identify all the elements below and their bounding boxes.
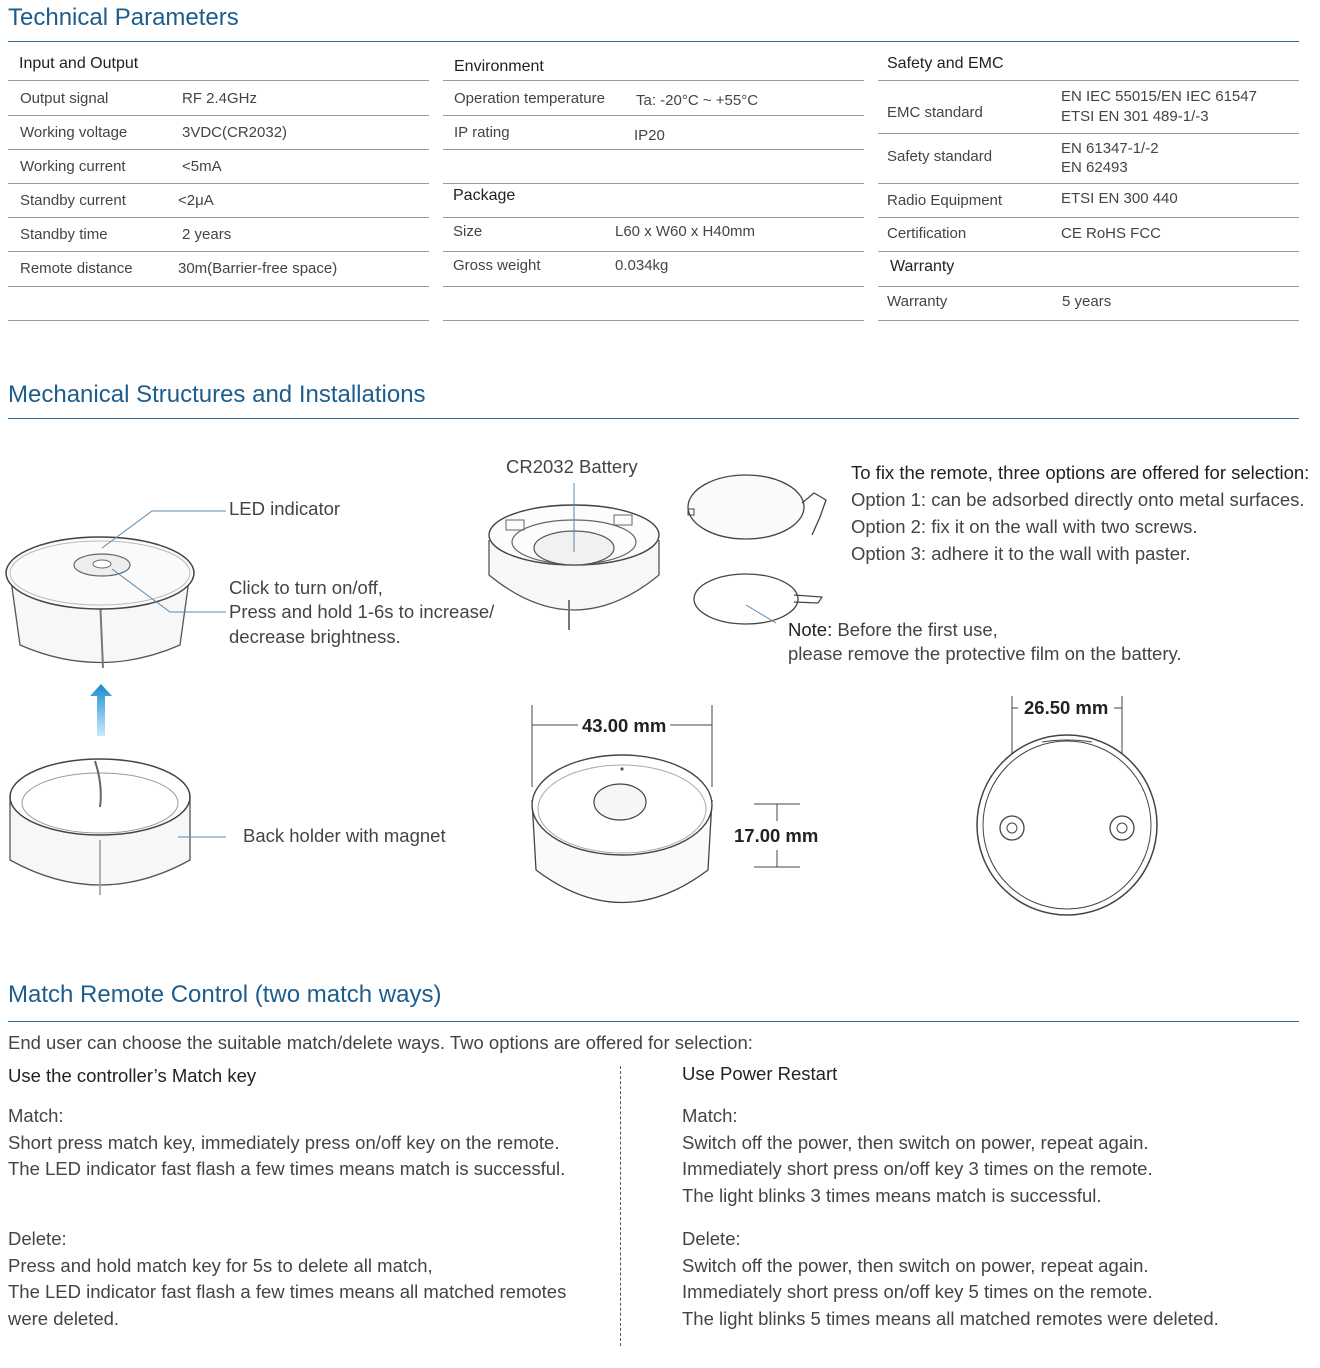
row-divider	[443, 217, 864, 218]
battery-compartment-illustration	[484, 480, 674, 640]
dimension-bottom-view	[972, 690, 1172, 920]
match-intro: End user can choose the suitable match/delete ways. Two options are offered for selection:	[8, 1032, 753, 1053]
param-label: Safety standard	[887, 148, 993, 165]
fix-option-1: Option 1: can be adsorbed directly onto metal surfaces.	[851, 489, 1305, 510]
note-text: Before the first use,	[832, 619, 998, 640]
match-left-delete-line: were deleted.	[8, 1308, 120, 1329]
table-header: Safety and EMC	[887, 55, 1004, 72]
match-right-match-label: Match:	[682, 1105, 738, 1126]
row-divider	[878, 133, 1299, 134]
label-battery: CR2032 Battery	[506, 456, 638, 477]
table-header: Warranty	[890, 258, 955, 275]
section-title-match: Match Remote Control (two match ways)	[8, 981, 442, 1008]
row-divider	[8, 251, 429, 252]
table-header: Input and Output	[19, 55, 139, 72]
param-label: Operation temperature	[454, 90, 605, 107]
match-right-delete-line: Switch off the power, then switch on power, repeat again.	[682, 1255, 1149, 1276]
section-rule	[8, 1021, 1299, 1022]
label-back-holder: Back holder with magnet	[243, 825, 446, 846]
match-left-match-label: Match:	[8, 1105, 64, 1126]
param-value: EN IEC 55015/EN IEC 61547	[1061, 88, 1257, 105]
section-rule	[8, 41, 1299, 42]
dimension-side-view	[520, 705, 820, 925]
match-right-match-line: The light blinks 3 times means match is successful.	[682, 1185, 1102, 1206]
match-right-title: Use Power Restart	[682, 1063, 838, 1084]
row-divider	[878, 320, 1299, 321]
param-value: L60 x W60 x H40mm	[615, 223, 756, 240]
param-value: <2μA	[178, 192, 214, 209]
row-divider	[878, 183, 1299, 184]
column-divider	[620, 1066, 621, 1346]
param-label: Standby current	[20, 192, 126, 209]
match-right-delete-line: The light blinks 5 times means all matched remotes were deleted.	[682, 1308, 1219, 1329]
row-divider	[8, 217, 429, 218]
param-label: Output signal	[20, 90, 109, 107]
param-label: Size	[453, 223, 483, 240]
row-divider	[8, 320, 429, 321]
label-led-indicator: LED indicator	[229, 498, 341, 519]
arrow-up-icon	[88, 684, 114, 736]
param-label: Certification	[887, 225, 967, 242]
match-left-match-line: The LED indicator fast flash a few times means match is successful.	[8, 1158, 566, 1179]
fix-option-3: Option 3: adhere it to the wall with paster.	[851, 543, 1191, 564]
dim-height: 17.00 mm	[734, 825, 819, 846]
row-divider	[878, 286, 1299, 287]
row-divider	[8, 115, 429, 116]
param-value: 2 years	[182, 226, 232, 243]
section-title-technical: Technical Parameters	[8, 4, 239, 31]
dim-screws: 26.50 mm	[1024, 697, 1109, 718]
note-line-2: please remove the protective film on the battery.	[788, 643, 1182, 664]
label-click-1: Click to turn on/off,	[229, 577, 383, 598]
row-divider	[8, 286, 429, 287]
section-title-mechanical: Mechanical Structures and Installations	[8, 381, 426, 408]
param-value: Ta: -20°C ~ +55°C	[636, 92, 759, 109]
fix-option-2: Option 2: fix it on the wall with two screws.	[851, 516, 1198, 537]
param-value: 0.034kg	[615, 257, 669, 274]
table-header: Package	[453, 187, 516, 204]
param-value: RF 2.4GHz	[182, 90, 258, 107]
row-divider	[443, 183, 864, 184]
table-header: Environment	[454, 58, 544, 75]
param-label: IP rating	[454, 124, 510, 141]
param-value: 3VDC(CR2032)	[182, 124, 288, 141]
param-label: EMC standard	[887, 104, 983, 121]
param-value: CE RoHS FCC	[1061, 225, 1162, 242]
row-divider	[443, 80, 864, 81]
param-value: EN 62493	[1061, 159, 1128, 176]
param-label: Remote distance	[20, 260, 133, 277]
match-right-delete-line: Immediately short press on/off key 5 times on the remote.	[682, 1281, 1153, 1302]
dim-width: 43.00 mm	[582, 715, 667, 736]
match-left-delete-label: Delete:	[8, 1228, 67, 1249]
match-left-title: Use the controller’s Match key	[8, 1065, 257, 1086]
param-value: <5mA	[182, 158, 222, 175]
param-label: Working current	[20, 158, 126, 175]
param-value: ETSI EN 300 440	[1061, 190, 1178, 207]
param-label: Gross weight	[453, 257, 541, 274]
param-label: Standby time	[20, 226, 108, 243]
row-divider	[878, 80, 1299, 81]
param-value: EN 61347-1/-2	[1061, 140, 1159, 157]
param-value: ETSI EN 301 489-1/-3	[1061, 108, 1209, 125]
param-label: Working voltage	[20, 124, 128, 141]
param-label: Warranty	[887, 293, 948, 310]
note-label: Note:	[788, 619, 833, 640]
back-holder-illustration	[0, 745, 230, 905]
row-divider	[443, 251, 864, 252]
label-click-2: Press and hold 1-6s to increase/	[229, 601, 495, 622]
row-divider	[443, 149, 864, 150]
match-right-match-line: Switch off the power, then switch on power, repeat again.	[682, 1132, 1149, 1153]
leader-lines	[0, 440, 260, 680]
match-left-delete-line: Press and hold match key for 5s to delete all match,	[8, 1255, 433, 1276]
param-label: Radio Equipment	[887, 192, 1003, 209]
param-value: 5 years	[1062, 293, 1112, 310]
row-divider	[878, 217, 1299, 218]
label-click-3: decrease brightness.	[229, 626, 401, 647]
match-left-match-line: Short press match key, immediately press on/off key on the remote.	[8, 1132, 560, 1153]
fix-title: To fix the remote, three options are offered for selection:	[851, 462, 1310, 483]
row-divider	[443, 115, 864, 116]
match-right-match-line: Immediately short press on/off key 3 times on the remote.	[682, 1158, 1153, 1179]
match-right-delete-label: Delete:	[682, 1228, 741, 1249]
param-value: IP20	[634, 127, 665, 144]
row-divider	[8, 149, 429, 150]
row-divider	[8, 183, 429, 184]
row-divider	[443, 320, 864, 321]
match-left-delete-line: The LED indicator fast flash a few times means all matched remotes	[8, 1281, 567, 1302]
param-value: 30m(Barrier-free space)	[178, 260, 338, 277]
row-divider	[8, 80, 429, 81]
section-rule	[8, 418, 1299, 419]
note-line-1	[788, 617, 998, 643]
row-divider	[878, 251, 1299, 252]
row-divider	[443, 286, 864, 287]
